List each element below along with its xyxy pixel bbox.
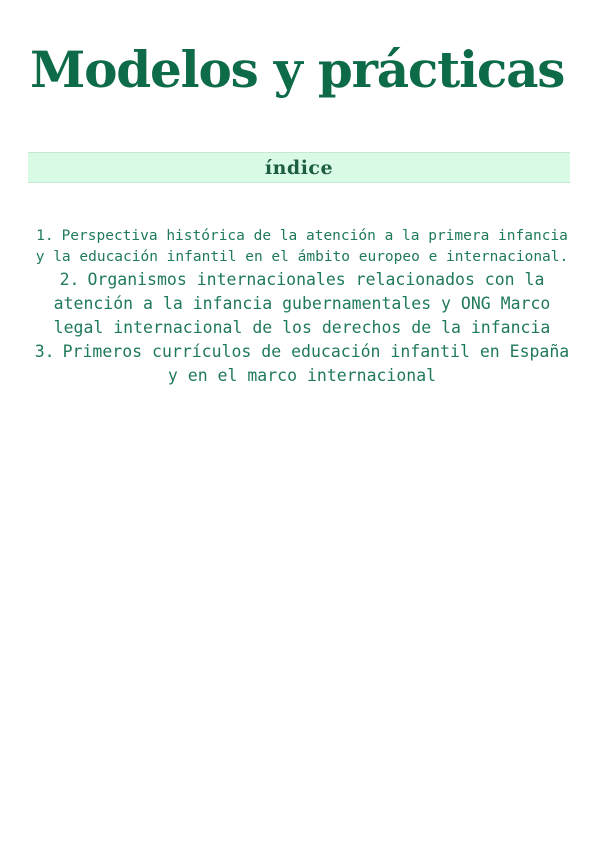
toc-item: [28, 268, 576, 340]
toc-item: [28, 340, 576, 388]
toc-item-number: 1.: [36, 228, 54, 244]
toc-item-number: 2.: [59, 270, 80, 289]
toc-item-text: Primeros currículos de educación infantil en España y en el marco internacional: [62, 342, 570, 385]
index-header-band: [28, 152, 570, 183]
toc-item: [28, 226, 576, 268]
toc-item-text: Perspectiva histórica de la atención a la primera infancia y la educación infantil en el ámbito europeo e internacional.: [35, 228, 569, 265]
document-title: Modelos y prácticas: [30, 40, 565, 99]
index-label: índice: [264, 156, 334, 179]
toc-item-text: Organismos internacionales relacionados con la atención a la infancia gubernamentales y ONG Marco legal internacional de los derechos de la infancia: [53, 270, 551, 337]
table-of-contents: [28, 226, 576, 388]
toc-item-number: 3.: [34, 342, 55, 361]
